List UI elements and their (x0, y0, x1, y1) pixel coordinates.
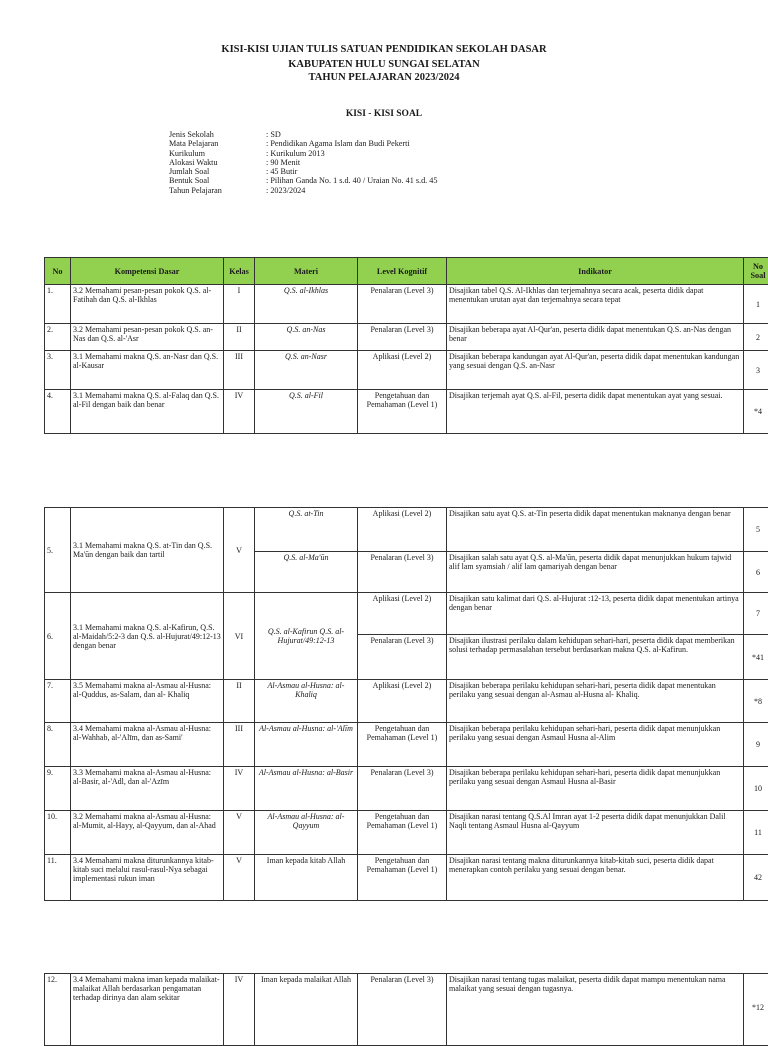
table-row (45, 390, 768, 434)
cell-no-soal: 42 (744, 855, 768, 901)
kisi-table-page-2 (44, 507, 768, 901)
col-header-materi: Materi (255, 258, 358, 285)
col-header-no: No (45, 258, 71, 285)
cell-level: Penalaran (Level 3) (358, 635, 447, 680)
cell-level: Aplikasi (Level 2) (358, 351, 447, 390)
cell-kelas: II (224, 680, 255, 723)
cell-no-soal: 7 (744, 593, 768, 635)
meta-value: : 90 Menit (266, 158, 300, 167)
table-row (45, 680, 768, 723)
cell-no-soal: 5 (744, 508, 768, 552)
meta-key: Kurikulum (169, 149, 266, 158)
cell-kelas: IV (224, 390, 255, 434)
cell-no: 2. (45, 324, 71, 351)
table-row (45, 593, 768, 635)
cell-indikator: Disajikan satu kalimat dari Q.S. al-Hujurat :12-13, peserta didik dapat menentukan artinya dengan benar (447, 593, 744, 635)
cell-kelas: III (224, 723, 255, 767)
cell-kompetensi: 3.4 Memahami makna diturunkannya kitab-kitab suci melalui rasul-rasul-Nya sebagai implementasi rukun iman (71, 855, 224, 901)
cell-level: Penalaran (Level 3) (358, 552, 447, 593)
cell-kelas: I (224, 285, 255, 324)
cell-materi: Al-Asmau al-Husna: al-Basir (255, 767, 358, 811)
table-row (45, 855, 768, 901)
col-header-indikator: Indikator (447, 258, 744, 285)
cell-kompetensi: 3.2 Memahami pesan-pesan pokok Q.S. an-Nas dan Q.S. al-'Asr (71, 324, 224, 351)
kisi-table-page-1 (44, 257, 768, 434)
cell-level: Aplikasi (Level 2) (358, 508, 447, 552)
cell-kelas: IV (224, 974, 255, 1046)
cell-kompetensi: 3.5 Memahami makna al-Asmau al-Husna: al-Quddus, as-Salam, dan al- Khaliq (71, 680, 224, 723)
doc-title-line-1: KISI-KISI UJIAN TULIS SATUAN PENDIDIKAN SEKOLAH DASAR (0, 44, 768, 56)
cell-materi: Q.S. al-Ikhlas (255, 285, 358, 324)
cell-kelas: III (224, 351, 255, 390)
meta-row (169, 158, 437, 167)
cell-indikator: Disajikan narasi tentang Q.S.Al Imran ayat 1-2 peserta didik dapat menunjukkan Dalil Naqli tentang Asmaul Husna al-Qayyum (447, 811, 744, 855)
cell-no: 7. (45, 680, 71, 723)
cell-materi: Iman kepada malaikat Allah (255, 974, 358, 1046)
cell-indikator: Disajikan beberapa ayat Al-Qur'an, peserta didik dapat menentukan Q.S. an-Nas dengan benar (447, 324, 744, 351)
cell-no: 6. (45, 593, 71, 680)
cell-kompetensi: 3.4 Memahami makna al-Asmau al-Husna: al-Wahhab, al-'Alīm, dan as-Sami' (71, 723, 224, 767)
col-header-no-soal: No Soal (744, 258, 768, 285)
table-row (45, 811, 768, 855)
cell-no-soal: 1 (744, 285, 768, 324)
cell-materi: Q.S. an-Nas (255, 324, 358, 351)
cell-level: Pengetahuan dan Pemahaman (Level 1) (358, 811, 447, 855)
col-header-level: Level Kognitif (358, 258, 447, 285)
meta-key: Tahun Pelajaran (169, 186, 266, 195)
kisi-table-page-3 (44, 973, 768, 1046)
table-row (45, 723, 768, 767)
cell-kompetensi: 3.1 Memahami makna Q.S. at-Tin dan Q.S. Ma'ūn dengan baik dan tartil (71, 508, 224, 593)
cell-kelas: V (224, 811, 255, 855)
cell-level: Pengetahuan dan Pemahaman (Level 1) (358, 855, 447, 901)
meta-key: Alokasi Waktu (169, 158, 266, 167)
cell-kompetensi: 3.2 Memahami pesan-pesan pokok Q.S. al-Fatihah dan Q.S. al-Ikhlas (71, 285, 224, 324)
cell-materi: Al-Asmau al-Husna: al-'Alīm (255, 723, 358, 767)
cell-indikator: Disajikan narasi tentang makna diturunkannya kitab-kitab suci, peserta didik dapat menerapkan contoh perilaku yang sesuai dengan benar. (447, 855, 744, 901)
cell-materi: Al-Asmau al-Husna: al-Qayyum (255, 811, 358, 855)
cell-level: Penalaran (Level 3) (358, 974, 447, 1046)
cell-level: Penalaran (Level 3) (358, 285, 447, 324)
cell-no-soal: *41 (744, 635, 768, 680)
meta-row (169, 176, 437, 185)
cell-indikator: Disajikan beberapa perilaku kehidupan sehari-hari, peserta didik dapat menunjukkan perilaku yang sesuai dengan Asmaul Husna al-Alim (447, 723, 744, 767)
meta-value: : Pilihan Ganda No. 1 s.d. 40 / Uraian No. 41 s.d. 45 (266, 176, 437, 185)
cell-materi: Al-Asmau al-Husna: al-Khaliq (255, 680, 358, 723)
cell-kelas: VI (224, 593, 255, 680)
cell-no-soal: *8 (744, 680, 768, 723)
cell-materi: Q.S. al-Kafirun Q.S. al-Hujurat/49:12-13 (255, 593, 358, 680)
table-row (45, 285, 768, 324)
table-row (45, 324, 768, 351)
cell-level: Pengetahuan dan Pemahaman (Level 1) (358, 390, 447, 434)
cell-no: 1. (45, 285, 71, 324)
meta-value: : 2023/2024 (266, 186, 305, 195)
meta-value: : SD (266, 130, 281, 139)
cell-no: 11. (45, 855, 71, 901)
meta-row (169, 149, 437, 158)
cell-materi: Q.S. an-Nasr (255, 351, 358, 390)
cell-no: 12. (45, 974, 71, 1046)
meta-value: : 45 Butir (266, 167, 297, 176)
doc-title-line-2: KABUPATEN HULU SUNGAI SELATAN (0, 59, 768, 71)
cell-kelas: V (224, 508, 255, 593)
cell-indikator: Disajikan beberapa perilaku kehidupan sehari-hari, peserta didik dapat menunjukkan perilaku yang sesuai dengan Asmaul Husna al-Basir (447, 767, 744, 811)
cell-level: Penalaran (Level 3) (358, 767, 447, 811)
cell-kelas: II (224, 324, 255, 351)
cell-indikator: Disajikan narasi tentang tugas malaikat, peserta didik dapat mampu menentukan nama malaikat yang sesuai dengan tugasnya. (447, 974, 744, 1046)
table-row (45, 974, 768, 1046)
cell-no-soal: 6 (744, 552, 768, 593)
cell-materi: Q.S. al-Fil (255, 390, 358, 434)
table-header-row (45, 258, 768, 285)
cell-materi: Q.S. at-Tin (255, 508, 358, 552)
meta-value: : Kurikulum 2013 (266, 149, 325, 158)
col-header-kelas: Kelas (224, 258, 255, 285)
cell-no: 9. (45, 767, 71, 811)
cell-kompetensi: 3.4 Memahami makna iman kepada malaikat-malaikat Allah berdasarkan pengamatan terhadap dirinya dan alam sekitar (71, 974, 224, 1046)
cell-kompetensi: 3.1 Memahami makna Q.S. al-Falaq dan Q.S. al-Fil dengan baik dan benar (71, 390, 224, 434)
meta-key: Jenis Sekolah (169, 130, 266, 139)
cell-materi: Iman kepada kitab Allah (255, 855, 358, 901)
cell-indikator: Disajikan beberapa kandungan ayat Al-Qur'an, peserta didik dapat menentukan kandungan yang sesuai dengan Q.S. an-Nasr (447, 351, 744, 390)
cell-kompetensi: 3.2 Memahami makna al-Asmau al-Husna: al-Mumit, al-Hayy, al-Qayyum, dan al-Ahad (71, 811, 224, 855)
cell-materi: Q.S. al-Ma'ūn (255, 552, 358, 593)
doc-title-line-3: TAHUN PELAJARAN 2023/2024 (0, 72, 768, 84)
cell-kelas: V (224, 855, 255, 901)
meta-value: : Pendidikan Agama Islam dan Budi Pekerti (266, 139, 410, 148)
cell-level: Aplikasi (Level 2) (358, 680, 447, 723)
cell-level: Penalaran (Level 3) (358, 324, 447, 351)
cell-level: Pengetahuan dan Pemahaman (Level 1) (358, 723, 447, 767)
cell-no: 10. (45, 811, 71, 855)
cell-no: 8. (45, 723, 71, 767)
cell-indikator: Disajikan ilustrasi perilaku dalam kehidupan sehari-hari, peserta didik dapat memberikan solusi terhadap permasalahan tersebut berdasarkan makna Q.S. al-Kafirun. (447, 635, 744, 680)
cell-no-soal: 10 (744, 767, 768, 811)
cell-indikator: Disajikan satu ayat Q.S. at-Tin peserta didik dapat menentukan maknanya dengan benar (447, 508, 744, 552)
cell-indikator: Disajikan beberapa perilaku kehidupan sehari-hari, peserta didik dapat menentukan perilaku yang sesuai dengan al-Asmau al-Husna al- Khaliq. (447, 680, 744, 723)
cell-no-soal: 9 (744, 723, 768, 767)
table-row (45, 508, 768, 552)
meta-row (169, 139, 437, 148)
doc-subtitle: KISI - KISI SOAL (0, 108, 768, 120)
cell-no: 4. (45, 390, 71, 434)
exam-meta (169, 130, 437, 195)
cell-kompetensi: 3.3 Memahami makna al-Asmau al-Husna: al-Basir, al-'Adl, dan al-'Azīm (71, 767, 224, 811)
meta-key: Jumlah Soal (169, 167, 266, 176)
cell-no: 5. (45, 508, 71, 593)
cell-kompetensi: 3.1 Memahami makna Q.S. an-Nasr dan Q.S. al-Kausar (71, 351, 224, 390)
table-row (45, 351, 768, 390)
meta-key: Bentuk Soal (169, 176, 266, 185)
meta-key: Mata Pelajaran (169, 139, 266, 148)
cell-kelas: IV (224, 767, 255, 811)
cell-kompetensi: 3.1 Memahami makna Q.S. al-Kafirun, Q.S. al-Maidah/5:2-3 dan Q.S. al-Hujurat/49:12-13 dengan benar (71, 593, 224, 680)
cell-no-soal: *4 (744, 390, 768, 434)
cell-level: Aplikasi (Level 2) (358, 593, 447, 635)
cell-indikator: Disajikan salah satu ayat Q.S. al-Ma'ūn, peserta didik dapat menunjukkan hukum tajwid alif lam syamsiah / alif lam qamariyah dengan benar (447, 552, 744, 593)
cell-no-soal: 2 (744, 324, 768, 351)
cell-no-soal: 11 (744, 811, 768, 855)
cell-no-soal: 3 (744, 351, 768, 390)
cell-no: 3. (45, 351, 71, 390)
col-header-kompetensi: Kompetensi Dasar (71, 258, 224, 285)
cell-no-soal: *12 (744, 974, 768, 1046)
meta-row (169, 186, 437, 195)
meta-row (169, 130, 437, 139)
cell-indikator: Disajikan tabel Q.S. Al-Ikhlas dan terjemahnya secara acak, peserta didik dapat menentukan urutan ayat dan terjemahnya secara tepat (447, 285, 744, 324)
cell-indikator: Disajikan terjemah ayat Q.S. al-Fil, peserta didik dapat menentukan ayat yang sesuai. (447, 390, 744, 434)
meta-row (169, 167, 437, 176)
table-row (45, 767, 768, 811)
